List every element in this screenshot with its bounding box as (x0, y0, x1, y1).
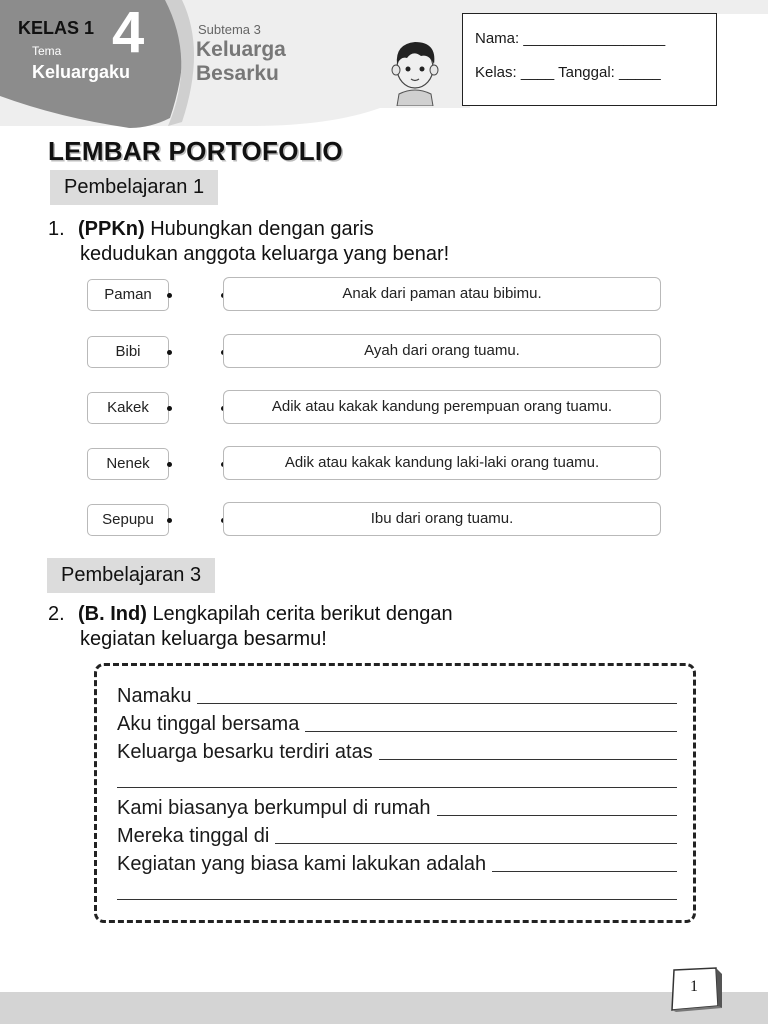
question-subject: (B. Ind) (78, 603, 147, 625)
match-right-4[interactable]: Adik atau kakak kandung laki-laki orang tuamu. (223, 446, 661, 480)
answer-line[interactable] (275, 843, 677, 844)
question-1 (48, 217, 449, 267)
student-info-box (462, 13, 717, 106)
match-left-nenek[interactable]: Nenek (87, 448, 169, 480)
story-prompt: Keluarga besarku terdiri atas (117, 741, 373, 763)
answer-line[interactable] (197, 703, 677, 704)
name-field[interactable]: Nama: _________________ (475, 30, 666, 47)
story-prompt: Namaku (117, 685, 192, 707)
match-right-5[interactable]: Ibu dari orang tuamu. (223, 502, 661, 536)
match-left-sepupu[interactable]: Sepupu (87, 504, 169, 536)
story-prompt: Kegiatan yang biasa kami lakukan adalah (117, 853, 487, 875)
lesson-1-tag: Pembelajaran 1 (50, 170, 218, 205)
footer-band (0, 992, 768, 1024)
question-text-line-2: kedudukan anggota keluarga yang benar! (80, 243, 450, 265)
boy-illustration-icon (385, 34, 445, 106)
answer-line[interactable] (117, 787, 677, 788)
answer-line[interactable] (379, 759, 677, 760)
story-prompt: Mereka tinggal di (117, 825, 270, 847)
subtheme-label: Subtema 3 (198, 22, 261, 37)
story-line-gather-place[interactable] (117, 794, 677, 820)
answer-line[interactable] (437, 815, 678, 816)
page-number: 1 (690, 978, 698, 995)
match-left-paman[interactable]: Paman (87, 279, 169, 311)
class-date-field[interactable]: Kelas: ____ Tanggal: _____ (475, 64, 661, 81)
match-dot-left[interactable] (167, 293, 172, 298)
theme-label: Tema (32, 44, 62, 58)
match-right-3[interactable]: Adik atau kakak kandung perempuan orang tuamu. (223, 390, 661, 424)
match-dot-left[interactable] (167, 518, 172, 523)
match-right-1[interactable]: Anak dari paman atau bibimu. (223, 277, 661, 311)
story-line-live-with[interactable] (117, 710, 677, 736)
page-title: LEMBAR PORTOFOLIO (48, 136, 343, 166)
match-left-bibi[interactable]: Bibi (87, 336, 169, 368)
question-number: 2. (48, 603, 65, 625)
match-dot-left[interactable] (167, 406, 172, 411)
question-subject: (PPKn) (78, 218, 145, 240)
story-line-activities[interactable] (117, 850, 677, 876)
match-dot-left[interactable] (167, 462, 172, 467)
question-text-line-1: Lengkapilah cerita berikut dengan (152, 603, 453, 625)
story-line-family-members[interactable] (117, 738, 677, 764)
story-line-name[interactable] (117, 682, 677, 708)
story-prompt: Kami biasanya berkumpul di rumah (117, 797, 431, 819)
story-prompt: Aku tinggal bersama (117, 713, 300, 735)
theme-name: Keluargaku (32, 62, 131, 82)
question-text-line-1: Hubungkan dengan garis (150, 218, 374, 240)
answer-line[interactable] (117, 899, 677, 900)
question-text-line-2: kegiatan keluarga besarmu! (80, 628, 327, 650)
answer-line[interactable] (492, 871, 677, 872)
lesson-3-tag: Pembelajaran 3 (47, 558, 215, 593)
match-dot-left[interactable] (167, 350, 172, 355)
match-right-2[interactable]: Ayah dari orang tuamu. (223, 334, 661, 368)
story-line-they-live[interactable] (117, 822, 677, 848)
match-left-kakek[interactable]: Kakek (87, 392, 169, 424)
question-number: 1. (48, 218, 65, 240)
subtheme-name: Keluarga Besarku (196, 38, 286, 86)
question-2 (48, 602, 453, 652)
class-label: KELAS 1 (18, 18, 95, 38)
theme-number: 4 (112, 0, 145, 65)
answer-line[interactable] (305, 731, 677, 732)
